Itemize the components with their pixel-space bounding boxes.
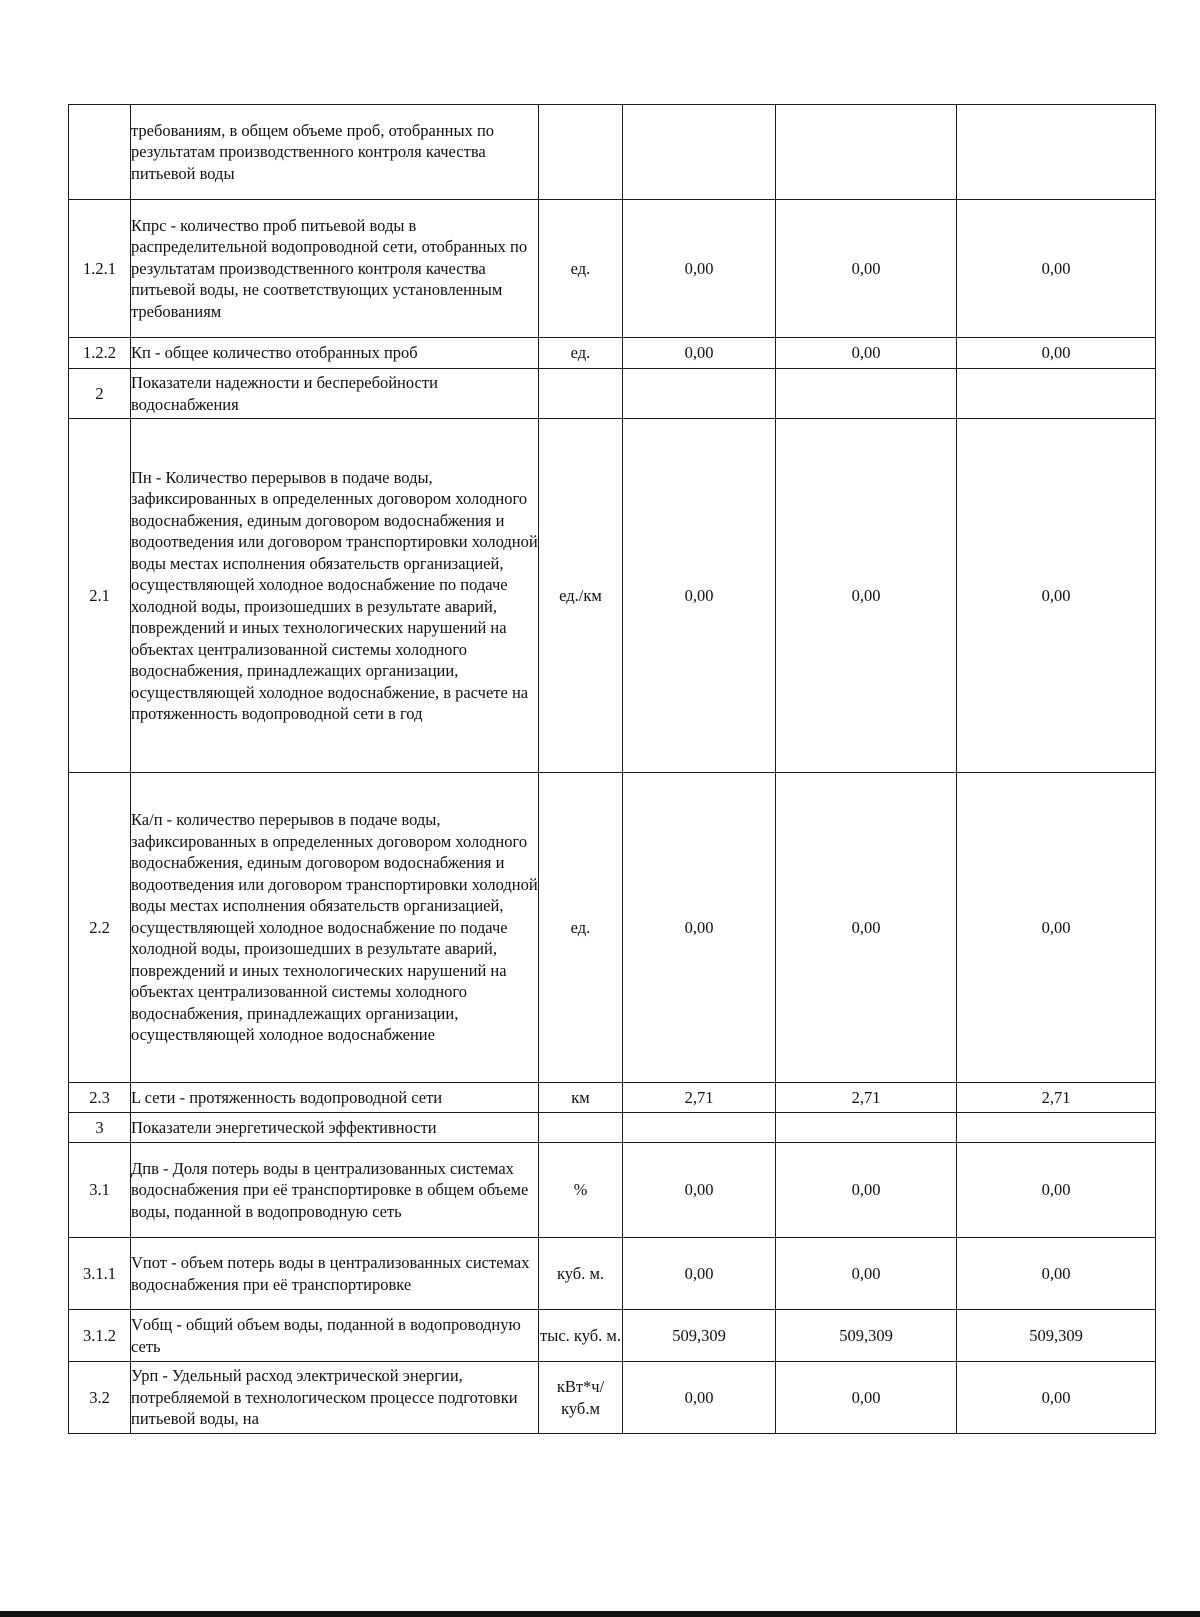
row-description: Пн - Количество перерывов в подаче воды, зафиксированных в определенных договором холодного водоснабжения, единым договором водоснабжения и водоотведения или договором транспортировки холодной воды местах исполнения обязательств организацией, осуществляющей холодное водоснабжение по подаче холодной воды, произошедших в результате аварий, повреждений и иных технологических нарушений на объектах централизованной системы холодного водоснабжения, принадлежащих организации, осуществляющей холодное водоснабжение, в расчете на протяженность водопроводной сети в год bbox=[131, 419, 539, 773]
table-row bbox=[69, 338, 1156, 369]
row-number: 2.2 bbox=[69, 773, 131, 1083]
row-value-2 bbox=[776, 1113, 957, 1143]
row-value-2: 0,00 bbox=[776, 773, 957, 1083]
row-unit bbox=[539, 105, 623, 200]
row-value-2: 0,00 bbox=[776, 1143, 957, 1238]
table-row bbox=[69, 419, 1156, 773]
row-value-1: 0,00 bbox=[623, 1238, 776, 1310]
row-value-3 bbox=[957, 105, 1156, 200]
row-description: L сети - протяженность водопроводной сети bbox=[131, 1083, 539, 1113]
row-number: 3.1 bbox=[69, 1143, 131, 1238]
row-value-2: 2,71 bbox=[776, 1083, 957, 1113]
scan-edge-bar bbox=[0, 1611, 1200, 1617]
row-value-2: 0,00 bbox=[776, 200, 957, 338]
row-number: 1.2.1 bbox=[69, 200, 131, 338]
table-row bbox=[69, 369, 1156, 419]
row-unit: % bbox=[539, 1143, 623, 1238]
table-row bbox=[69, 773, 1156, 1083]
row-unit: ед. bbox=[539, 338, 623, 369]
row-number: 2.3 bbox=[69, 1083, 131, 1113]
row-unit: куб. м. bbox=[539, 1238, 623, 1310]
row-number: 2.1 bbox=[69, 419, 131, 773]
row-number: 3.1.1 bbox=[69, 1238, 131, 1310]
row-unit: км bbox=[539, 1083, 623, 1113]
row-value-1 bbox=[623, 369, 776, 419]
row-description: Vобщ - общий объем воды, поданной в водопроводную сеть bbox=[131, 1310, 539, 1362]
row-value-3: 2,71 bbox=[957, 1083, 1156, 1113]
row-value-2: 0,00 bbox=[776, 419, 957, 773]
row-value-1: 2,71 bbox=[623, 1083, 776, 1113]
row-value-2: 509,309 bbox=[776, 1310, 957, 1362]
row-value-3: 0,00 bbox=[957, 338, 1156, 369]
row-description: Ка/п - количество перерывов в подаче воды, зафиксированных в определенных договором холодного водоснабжения, единым договором водоснабжения и водоотведения или договором транспортировки холодной воды местах исполнения обязательств организацией, осуществляющей холодное водоснабжение по подаче холодной воды, произошедших в результате аварий, повреждений и иных технологических нарушений на объектах централизованной системы холодного водоснабжения, принадлежащих организации, осуществляющей холодное водоснабжение bbox=[131, 773, 539, 1083]
row-description: Урп - Удельный расход электрической энергии, потребляемой в технологическом процессе подготовки питьевой воды, на bbox=[131, 1362, 539, 1434]
row-value-1: 0,00 bbox=[623, 419, 776, 773]
row-value-1: 0,00 bbox=[623, 338, 776, 369]
row-value-3: 0,00 bbox=[957, 200, 1156, 338]
row-description: Кпрс - количество проб питьевой воды в распределительной водопроводной сети, отобранных по результатам производственного контроля качества питьевой воды, не соответствующих установленным требованиям bbox=[131, 200, 539, 338]
row-value-1 bbox=[623, 105, 776, 200]
row-value-1: 0,00 bbox=[623, 773, 776, 1083]
row-unit bbox=[539, 369, 623, 419]
table-row bbox=[69, 1113, 1156, 1143]
row-value-3: 0,00 bbox=[957, 1143, 1156, 1238]
row-number: 3 bbox=[69, 1113, 131, 1143]
row-unit: кВт*ч/ куб.м bbox=[539, 1362, 623, 1434]
table-row bbox=[69, 1083, 1156, 1113]
row-value-3: 0,00 bbox=[957, 773, 1156, 1083]
row-value-3: 509,309 bbox=[957, 1310, 1156, 1362]
row-number: 3.2 bbox=[69, 1362, 131, 1434]
row-value-3 bbox=[957, 369, 1156, 419]
row-value-1 bbox=[623, 1113, 776, 1143]
row-unit: тыс. куб. м. bbox=[539, 1310, 623, 1362]
row-unit: ед. bbox=[539, 200, 623, 338]
row-number: 3.1.2 bbox=[69, 1310, 131, 1362]
row-value-2 bbox=[776, 369, 957, 419]
row-number bbox=[69, 105, 131, 200]
row-value-2 bbox=[776, 105, 957, 200]
row-unit bbox=[539, 1113, 623, 1143]
table-row bbox=[69, 1362, 1156, 1434]
table-row bbox=[69, 1238, 1156, 1310]
row-number: 2 bbox=[69, 369, 131, 419]
table-row bbox=[69, 200, 1156, 338]
table-row bbox=[69, 1310, 1156, 1362]
section-heading: Показатели энергетической эффективности bbox=[131, 1113, 539, 1143]
row-description: Дпв - Доля потерь воды в централизованных системах водоснабжения при её транспортировке в общем объеме воды, поданной в водопроводную сеть bbox=[131, 1143, 539, 1238]
row-value-2: 0,00 bbox=[776, 1362, 957, 1434]
row-description: требованиям, в общем объеме проб, отобранных по результатам производственного контроля качества питьевой воды bbox=[131, 105, 539, 200]
row-value-1: 0,00 bbox=[623, 1143, 776, 1238]
row-description: Кп - общее количество отобранных проб bbox=[131, 338, 539, 369]
row-number: 1.2.2 bbox=[69, 338, 131, 369]
row-value-2: 0,00 bbox=[776, 1238, 957, 1310]
row-value-1: 0,00 bbox=[623, 1362, 776, 1434]
row-value-3 bbox=[957, 1113, 1156, 1143]
row-value-2: 0,00 bbox=[776, 338, 957, 369]
row-description: Vпот - объем потерь воды в централизованных системах водоснабжения при её транспортировке bbox=[131, 1238, 539, 1310]
table-row bbox=[69, 1143, 1156, 1238]
row-value-1: 0,00 bbox=[623, 200, 776, 338]
row-value-3: 0,00 bbox=[957, 1362, 1156, 1434]
row-value-3: 0,00 bbox=[957, 1238, 1156, 1310]
row-value-1: 509,309 bbox=[623, 1310, 776, 1362]
table-row bbox=[69, 105, 1156, 200]
section-heading: Показатели надежности и бесперебойности водоснабжения bbox=[131, 369, 539, 419]
row-unit: ед./км bbox=[539, 419, 623, 773]
row-value-3: 0,00 bbox=[957, 419, 1156, 773]
indicators-table bbox=[68, 104, 1156, 1434]
row-unit: ед. bbox=[539, 773, 623, 1083]
